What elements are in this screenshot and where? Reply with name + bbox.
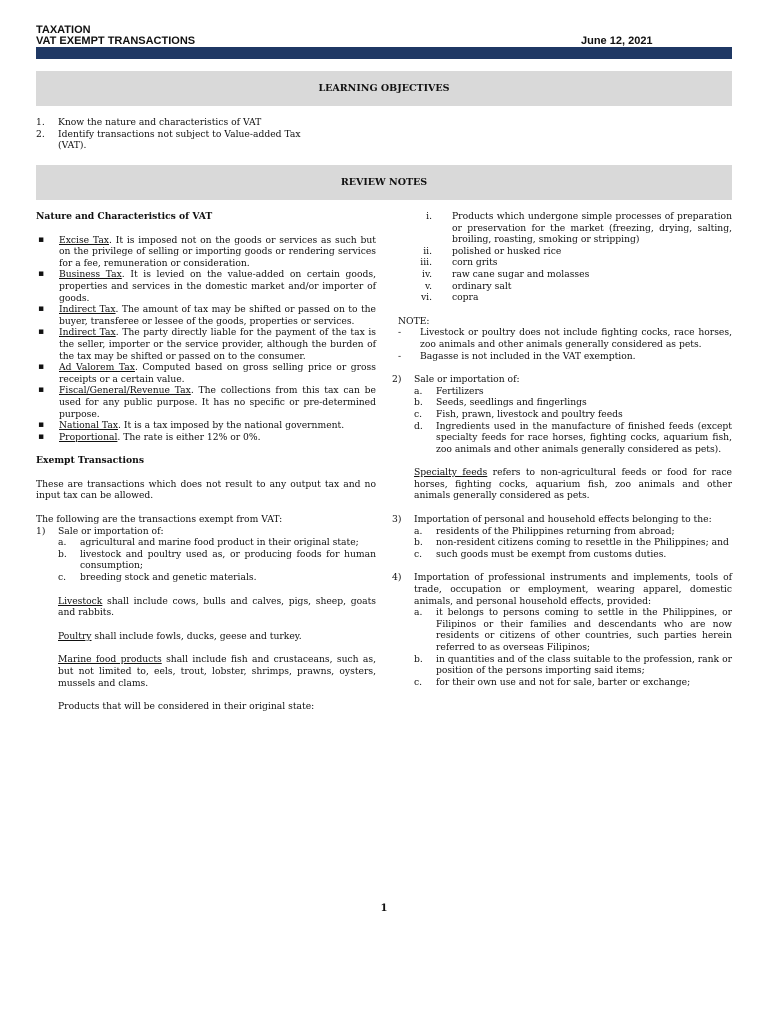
bullet-text: . It is a tax imposed by the national government. [118,420,345,432]
item-number: 1) [36,525,46,537]
roman-text: polished or husked rice [452,245,562,257]
bullet-item: ▪ Indirect Tax. The party directly liable for the payment of the tax is the seller, importer or the service provider, although the burden of the tax may be shifted or passed on to the consumer. [38,327,376,362]
exempt-intro: These are transactions which does not result to any output tax and no input tax can be allowed. [36,478,376,502]
note-item [398,327,732,350]
sub-letter: b. [58,548,67,560]
bullet-text: . The rate is either 12% or 0%. [117,431,261,443]
sub-letter: b. [414,653,423,665]
roman-item [392,257,732,269]
sub-item [414,526,732,538]
sub-text: agricultural and marine food product in their original state; [80,537,359,549]
item-text: Sale or importation of: [414,374,520,386]
sub-text: Fertilizers [436,385,484,397]
sub-item [414,409,732,421]
item-number: 4) [392,572,402,584]
roman-number: iii. [420,257,432,269]
definition-text: shall include fowls, ducks, geese and turkey. [91,630,302,642]
bullet-item: ▪ Proportional. The rate is either 12% or 0%. [38,431,261,443]
bullet-item: ▪ Excise Tax. It is imposed not on the goods or services as such but on the privilege of selling or importing goods or rendering services for a fee, remuneration or consideration. [38,234,376,269]
bullet-term: National Tax [59,420,119,432]
sub-item [58,549,376,572]
sub-letter: c. [414,408,423,420]
sub-item [58,572,376,584]
bullet-term: Business Tax [59,269,122,281]
bullet-term: Proportional [59,431,118,443]
definition-term: Specialty feeds [414,467,488,479]
bullet-text: . It is imposed not on the goods or services as such but on the privilege of selling or importing goods or rendering services for a fee, remuneration or consideration. [59,234,376,269]
sub-item [58,537,376,549]
date-text: June 12, 2021 [581,35,653,47]
objective-text: Know the nature and characteristics of VAT [58,117,262,128]
definition-text: shall include fish and crustaceans, such as, but not limited to, eels, trout, lobster, shrimps, prawns, oysters, mussels and clams. [58,654,376,689]
objective-number: 1. [36,117,45,128]
sub-letter: a. [58,537,67,549]
roman-number: i. [426,211,432,222]
topic-text: VAT EXEMPT TRANSACTIONS [36,35,196,47]
sub-letter: a. [414,525,423,537]
subject-title: TAXATION [36,24,91,36]
bullet-term: Indirect Tax [59,327,116,339]
note-dash: - [398,350,402,362]
roman-number: iv. [422,268,432,280]
sub-text: livestock and poultry used as, or producing foods for human consumption; [80,548,376,572]
objective-item [36,129,326,152]
item-text: Sale or importation of: [58,525,164,537]
sub-text: in quantities and of the class suitable to the profession, rank or position of the persons importing said items; [436,653,732,677]
bullet-term: Fiscal/General/Revenue Tax [59,385,191,397]
objective-number: 2. [36,128,45,140]
definition-text: shall include cows, bulls and calves, pigs, sheep, goats and rabbits. [58,595,376,619]
sub-letter: a. [414,385,423,397]
note-item [398,351,732,363]
left-column [36,211,376,713]
sub-item [414,386,732,398]
roman-text: copra [452,292,479,304]
sub-item [414,654,732,677]
item-1 [36,526,376,538]
sub-text: it belongs to persons coming to settle in the Philippines, or Filipinos or their families and descendants who are now residents or citizens of other countries, such parties herein referred to as overseas Filipinos; [436,607,732,653]
sub-letter: c. [414,548,423,560]
sub-text: Ingredients used in the manufacture of finished feeds (except specialty feeds for race horses, fighting cocks, aquarium fish, zoo animals and other animals generally considered as pets). [436,420,732,455]
sub-letter: d. [414,420,423,432]
bullet-item: ▪ National Tax. It is a tax imposed by the national government. [38,420,345,432]
definition-text: refers to non-agricultural feeds or food for race horses, fighting cocks, aquarium fish, zoo animals and other animals generally considered as pets. [414,467,732,502]
page-number: 1 [380,903,388,914]
item-number: 3) [392,514,402,526]
bullet-item: ▪ Ad Valorem Tax. Computed based on gross selling price or gross receipts or a certain value. [38,362,376,385]
bullet-term: Ad Valorem Tax [59,362,135,374]
bullet-text: . It is levied on the value-added on certain goods, properties and services in the domestic market and/or importer of goods. [59,269,376,304]
bullet-text: . The amount of tax may be shifted or passed on to the buyer, transferee or lessee of the goods, properties or services. [59,304,376,327]
roman-text: Products which undergone simple processes of preparation or preservation for the market (freezing, drying, salting, broiling, roasting, smoking or stripping) [452,211,732,246]
review-notes-band: REVIEW NOTES [36,165,732,200]
roman-text: raw cane sugar and molasses [452,268,590,280]
bullet-text: . Computed based on gross selling price or gross receipts or a certain value. [59,362,376,385]
sub-letter: c. [58,572,67,584]
header-bar [36,47,732,59]
bullet-item: ▪ Indirect Tax. The amount of tax may be shifted or passed on to the buyer, transferee or lessee of the goods, properties or services. [38,304,376,327]
sub-letter: a. [414,607,423,619]
objective-item [36,117,336,129]
bullet-term: Indirect Tax [59,304,116,316]
item-number: 2) [392,374,402,386]
item-text: Importation of professional instruments and implements, tools of trade, occupation or employment, wearing apparel, domestic animals, and personal household effects, provided: [414,572,732,607]
sub-text: for their own use and not for sale, barter or exchange; [436,676,691,688]
roman-item [392,292,732,304]
note-dash: - [398,327,402,339]
sub-text: Seeds, seedlings and fingerlings [436,397,587,409]
livestock-definition [58,596,376,619]
sub-letter: b. [414,397,423,409]
roman-number: v. [424,280,432,292]
exempt-heading: Exempt Transactions [36,455,144,467]
roman-item [392,269,732,281]
note-text: Bagasse is not included in the VAT exemption. [420,350,636,362]
note-heading: NOTE: [398,315,430,327]
bullet-term: Excise Tax [59,234,109,246]
roman-text: corn grits [452,257,498,269]
sub-item [414,607,732,653]
sub-text: Fish, prawn, livestock and poultry feeds [436,408,623,420]
sub-item [414,677,732,689]
roman-number: ii. [423,245,432,257]
objective-text: Identify transactions not subject to Value-added Tax (VAT). [58,128,301,152]
original-state-text: Products that will be considered in their original state: [58,701,315,713]
roman-number: vi. [420,292,432,304]
note-text: Livestock or poultry does not include fighting cocks, race horses, zoo animals and other animals generally considered as pets. [420,327,732,350]
sub-letter: c. [414,676,423,688]
item-4 [392,572,732,607]
item-2 [392,374,732,386]
roman-item [392,246,732,258]
definition-term: Livestock [58,595,103,607]
sub-item [414,397,732,409]
objectives-list [36,117,336,152]
bullet-text: . The party directly liable for the payment of the tax is the seller, importer or the service provider, although the burden of the tax may be shifted or passed on to the consumer. [59,327,376,362]
sub-text: residents of the Philippines returning from abroad; [436,525,675,537]
sub-item [414,421,732,456]
sub-text: non-resident citizens coming to resettle in the Philippines; and [436,537,729,549]
roman-text: ordinary salt [452,280,512,292]
definition-term: Poultry [58,630,92,642]
following-text: The following are the transactions exempt from VAT: [36,514,283,526]
sub-item [414,549,732,561]
right-column [392,211,732,688]
roman-item [392,281,732,293]
sub-text: breeding stock and genetic materials. [80,572,257,584]
specialty-definition [414,467,732,502]
roman-item [392,211,732,246]
marine-definition [58,654,376,689]
topic-title [36,35,732,47]
poultry-definition [58,631,376,643]
item-3 [392,514,732,526]
nature-heading: Nature and Characteristics of VAT [36,211,213,222]
item-text: Importation of personal and household effects belonging to the: [414,514,712,526]
sub-letter: b. [414,537,423,549]
sub-item [414,537,732,549]
definition-term: Marine food products [58,654,162,666]
learning-objectives-band: LEARNING OBJECTIVES [36,71,732,106]
bullet-text: . The collections from this tax can be used for any public purpose. It has no specific or pre-determined purpose. [59,385,376,420]
bullet-item: ▪ Business Tax. It is levied on the value-added on certain goods, properties and services in the domestic market and/or importer of goods. [38,269,376,304]
bullet-item: ▪ Fiscal/General/Revenue Tax. The collections from this tax can be used for any public purpose. It has no specific or pre-determined purpose. [38,385,376,420]
sub-text: such goods must be exempt from customs duties. [436,548,667,560]
